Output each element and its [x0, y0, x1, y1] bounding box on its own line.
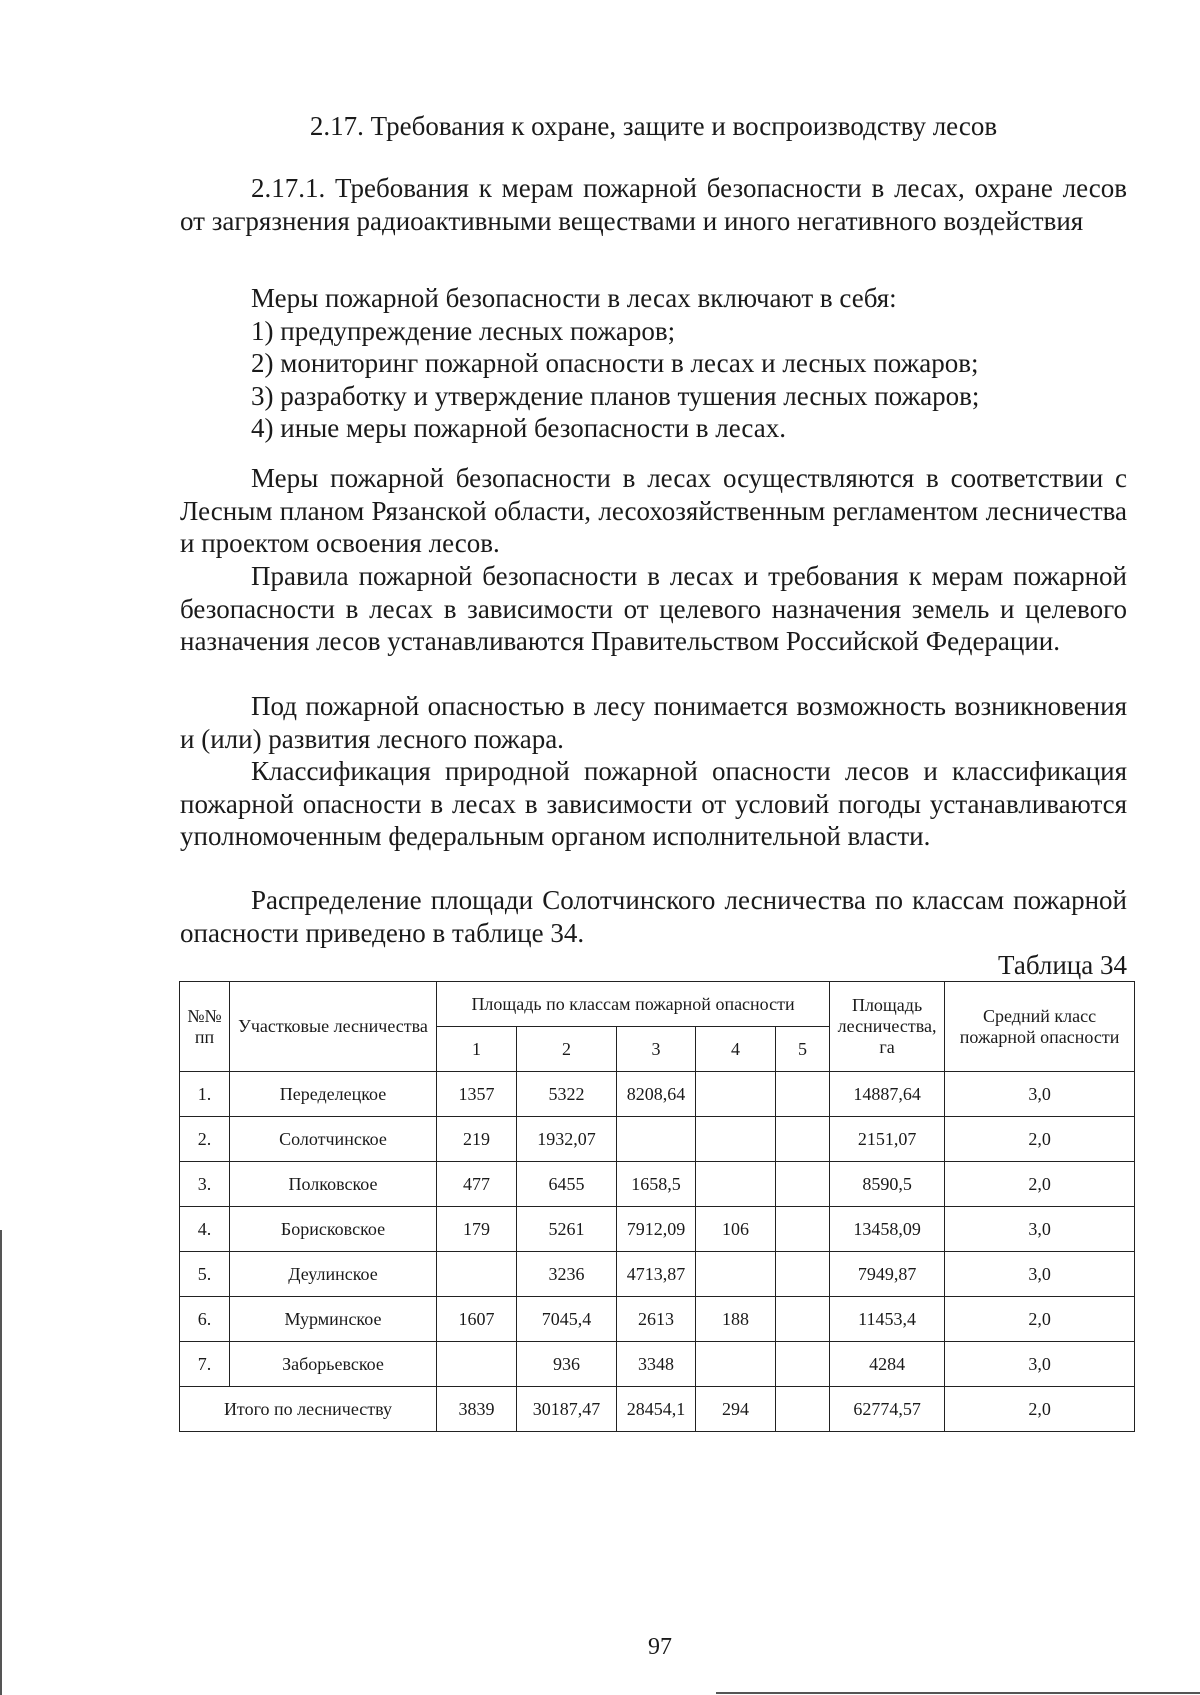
row-avg-class: 3,0	[945, 1072, 1135, 1117]
header-area: Площадь лесничества, га	[830, 982, 945, 1072]
row-district: Переделецкое	[230, 1072, 437, 1117]
row-class-1: 477	[437, 1162, 517, 1207]
row-district: Деулинское	[230, 1252, 437, 1297]
row-class-2: 3236	[517, 1252, 617, 1297]
row-class-2: 1932,07	[517, 1117, 617, 1162]
paragraph: Распределение площади Солотчинского лесничества по классам пожарной опасности приведено в таблице 34.	[180, 885, 1127, 948]
row-class-5	[776, 1342, 830, 1387]
row-avg-class: 3,0	[945, 1342, 1135, 1387]
row-area: 2151,07	[830, 1117, 945, 1162]
header-class-1: 1	[437, 1027, 517, 1072]
header-classes-group: Площадь по классам пожарной опасности	[437, 982, 830, 1027]
table-total-row	[180, 1387, 1135, 1432]
list-item: 3) разработку и утверждение планов тушения лесных пожаров;	[251, 380, 980, 411]
row-area: 7949,87	[830, 1252, 945, 1297]
total-area: 62774,57	[830, 1387, 945, 1432]
row-avg-class: 2,0	[945, 1117, 1135, 1162]
header-class-4: 4	[696, 1027, 776, 1072]
row-class-5	[776, 1162, 830, 1207]
row-district: Заборьевское	[230, 1342, 437, 1387]
row-class-4	[696, 1342, 776, 1387]
row-class-4	[696, 1162, 776, 1207]
row-district: Солотчинское	[230, 1117, 437, 1162]
row-class-1: 219	[437, 1117, 517, 1162]
row-class-4: 106	[696, 1207, 776, 1252]
row-district: Полковское	[230, 1162, 437, 1207]
table-row	[180, 1072, 1135, 1117]
row-avg-class: 2,0	[945, 1162, 1135, 1207]
row-class-3: 3348	[617, 1342, 696, 1387]
header-avg-class: Средний класс пожарной опасности	[945, 982, 1135, 1072]
total-class-1: 3839	[437, 1387, 517, 1432]
paragraph: Под пожарной опасностью в лесу понимается возможность возникновения и (или) развития лесного пожара.	[180, 691, 1127, 754]
total-avg-class: 2,0	[945, 1387, 1135, 1432]
row-class-3: 2613	[617, 1297, 696, 1342]
table-row	[180, 1342, 1135, 1387]
list-item: 2) мониторинг пожарной опасности в лесах и лесных пожаров;	[251, 348, 979, 378]
row-class-3: 4713,87	[617, 1252, 696, 1297]
row-num: 6.	[180, 1297, 230, 1342]
row-avg-class: 2,0	[945, 1297, 1135, 1342]
row-class-4	[696, 1252, 776, 1297]
row-num: 4.	[180, 1207, 230, 1252]
total-label: Итого по лесничеству	[180, 1387, 437, 1432]
table-row	[180, 1207, 1135, 1252]
list-intro: Меры пожарной безопасности в лесах включают в себя:	[251, 283, 897, 313]
row-area: 13458,09	[830, 1207, 945, 1252]
header-class-2: 2	[517, 1027, 617, 1072]
paragraph: Правила пожарной безопасности в лесах и требования к мерам пожарной безопасности в лесах в зависимости от целевого назначения земель и целевого назначения лесов устанавливаются Правительством Российской Федерации.	[180, 561, 1127, 656]
row-class-4	[696, 1072, 776, 1117]
row-area: 8590,5	[830, 1162, 945, 1207]
table-row	[180, 1162, 1135, 1207]
fire-measures-list	[180, 282, 1127, 445]
row-class-1: 1607	[437, 1297, 517, 1342]
row-avg-class: 3,0	[945, 1252, 1135, 1297]
scan-edge-bottom	[716, 1692, 1200, 1694]
list-item: 4) иные меры пожарной безопасности в лесах.	[251, 413, 786, 443]
row-class-4	[696, 1117, 776, 1162]
row-area: 14887,64	[830, 1072, 945, 1117]
row-num: 1.	[180, 1072, 230, 1117]
table-row	[180, 1117, 1135, 1162]
header-num: №№ пп	[180, 982, 230, 1072]
row-num: 3.	[180, 1162, 230, 1207]
row-class-2: 5261	[517, 1207, 617, 1252]
page-number: 97	[648, 1634, 672, 1660]
row-class-1	[437, 1252, 517, 1297]
row-area: 11453,4	[830, 1297, 945, 1342]
row-class-2: 7045,4	[517, 1297, 617, 1342]
fire-danger-table	[179, 981, 1135, 1432]
row-class-2: 5322	[517, 1072, 617, 1117]
table-row	[180, 1297, 1135, 1342]
row-class-5	[776, 1252, 830, 1297]
paragraph: Классификация природной пожарной опасности лесов и классификация пожарной опасности в лесах в зависимости от условий погоды устанавливаются уполномоченным федеральным органом исполнительной власти.	[180, 756, 1127, 851]
row-class-5	[776, 1207, 830, 1252]
row-class-3: 1658,5	[617, 1162, 696, 1207]
row-num: 7.	[180, 1342, 230, 1387]
row-class-2: 6455	[517, 1162, 617, 1207]
subsection-heading: 2.17.1. Требования к мерам пожарной безопасности в лесах, охране лесов от загрязнения радиоактивными веществами и иного негативного воздействия	[180, 173, 1127, 236]
total-class-2: 30187,47	[517, 1387, 617, 1432]
section-title: 2.17. Требования к охране, защите и воспроизводству лесов	[309, 111, 998, 141]
row-district: Борисковское	[230, 1207, 437, 1252]
table-caption: Таблица 34	[998, 950, 1127, 980]
row-class-4: 188	[696, 1297, 776, 1342]
row-class-3: 8208,64	[617, 1072, 696, 1117]
row-num: 2.	[180, 1117, 230, 1162]
header-district: Участковые лесничества	[230, 982, 437, 1072]
row-class-5	[776, 1072, 830, 1117]
row-class-1: 1357	[437, 1072, 517, 1117]
total-class-4: 294	[696, 1387, 776, 1432]
row-class-1: 179	[437, 1207, 517, 1252]
list-item: 1) предупреждение лесных пожаров;	[251, 315, 676, 346]
table-row	[180, 1252, 1135, 1297]
row-class-3: 7912,09	[617, 1207, 696, 1252]
paragraph: Меры пожарной безопасности в лесах осуществляются в соответствии с Лесным планом Рязанской области, лесохозяйственным регламентом лесничества и проектом освоения лесов.	[180, 463, 1127, 558]
row-class-5	[776, 1297, 830, 1342]
row-avg-class: 3,0	[945, 1207, 1135, 1252]
total-class-5	[776, 1387, 830, 1432]
row-class-3	[617, 1117, 696, 1162]
scan-edge-left	[0, 1230, 2, 1695]
row-num: 5.	[180, 1252, 230, 1297]
row-area: 4284	[830, 1342, 945, 1387]
row-class-5	[776, 1117, 830, 1162]
row-class-1	[437, 1342, 517, 1387]
row-class-2: 936	[517, 1342, 617, 1387]
row-district: Мурминское	[230, 1297, 437, 1342]
header-class-3: 3	[617, 1027, 696, 1072]
header-class-5: 5	[776, 1027, 830, 1072]
total-class-3: 28454,1	[617, 1387, 696, 1432]
